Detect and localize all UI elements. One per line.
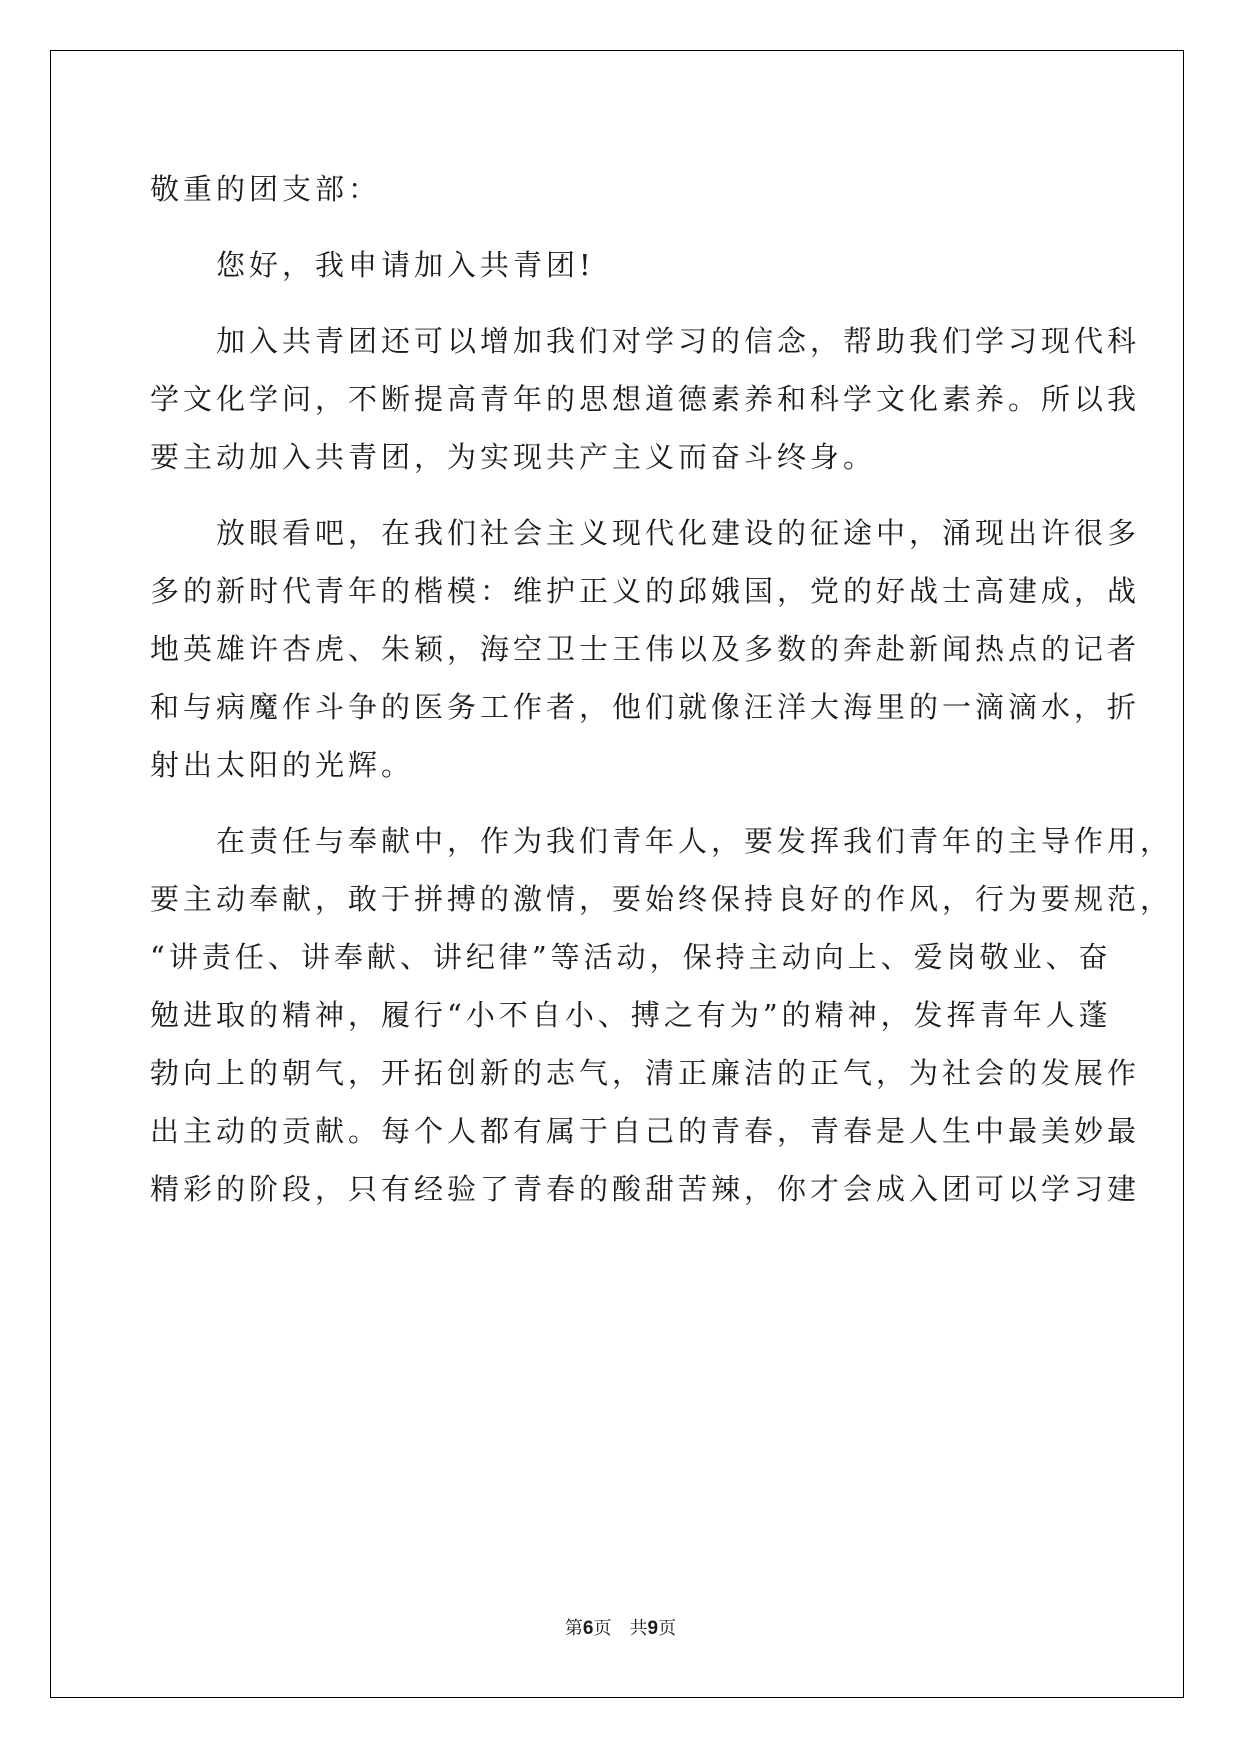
- paragraph-line: 勉进取的精神，履行“小不自小、搏之有为”的精神，发挥青年人蓬: [150, 998, 1112, 1032]
- letter-body: [150, 160, 1174, 1218]
- page-footer: [0, 1617, 1241, 1641]
- paragraph-line: 您好，我申请加入共青团!: [216, 248, 595, 282]
- paragraph-line: 在责任与奉献中，作为我们青年人，要发挥我们青年的主导作用，: [216, 824, 1174, 858]
- current-page-number: 6: [582, 1618, 594, 1639]
- footer-page-suffix: 页: [593, 1618, 612, 1639]
- paragraph-line: 出主动的贡献。每个人都有属于自己的青春，青春是人生中最美妙最: [150, 1114, 1141, 1148]
- paragraph-line: 地英雄许杏虎、朱颖，海空卫士王伟以及多数的奔赴新闻热点的记者: [150, 632, 1141, 666]
- paragraph-line: 放眼看吧，在我们社会主义现代化建设的征途中，涌现出许很多: [216, 516, 1141, 550]
- paragraph-line: 要主动奉献，敢于拼搏的激情，要始终保持良好的作风，行为要规范，: [150, 882, 1174, 916]
- paragraph-line: 多的新时代青年的楷模：维护正义的邱娥国，党的好战士高建成，战: [150, 574, 1141, 608]
- paragraph-line: 勃向上的朝气，开拓创新的志气，清正廉洁的正气，为社会的发展作: [150, 1056, 1141, 1090]
- total-pages-number: 9: [647, 1618, 659, 1639]
- paragraph-line: 射出太阳的光辉。: [150, 748, 415, 782]
- paragraph-line: 要主动加入共青团，为实现共产主义而奋斗终身。: [150, 440, 877, 474]
- paragraph-line: 加入共青团还可以增加我们对学习的信念，帮助我们学习现代科: [216, 324, 1141, 358]
- paragraph-line: 精彩的阶段，只有经验了青春的酸甜苦辣，你才会成入团可以学习建: [150, 1172, 1141, 1206]
- paragraph-line: 和与病魔作斗争的医务工作者，他们就像汪洋大海里的一滴滴水，折: [150, 690, 1141, 724]
- salutation-line: 敬重的团支部：: [150, 172, 382, 206]
- paragraph-line: “讲责任、讲奉献、讲纪律”等活动，保持主动向上、爱岗敬业、奋: [150, 940, 1112, 974]
- footer-total-suffix: 页: [658, 1618, 677, 1639]
- footer-prefix: 第: [564, 1618, 583, 1639]
- footer-total-prefix: 共: [629, 1618, 648, 1639]
- paragraph-line: 学文化学问，不断提高青年的思想道德素养和科学文化素养。所以我: [150, 382, 1141, 416]
